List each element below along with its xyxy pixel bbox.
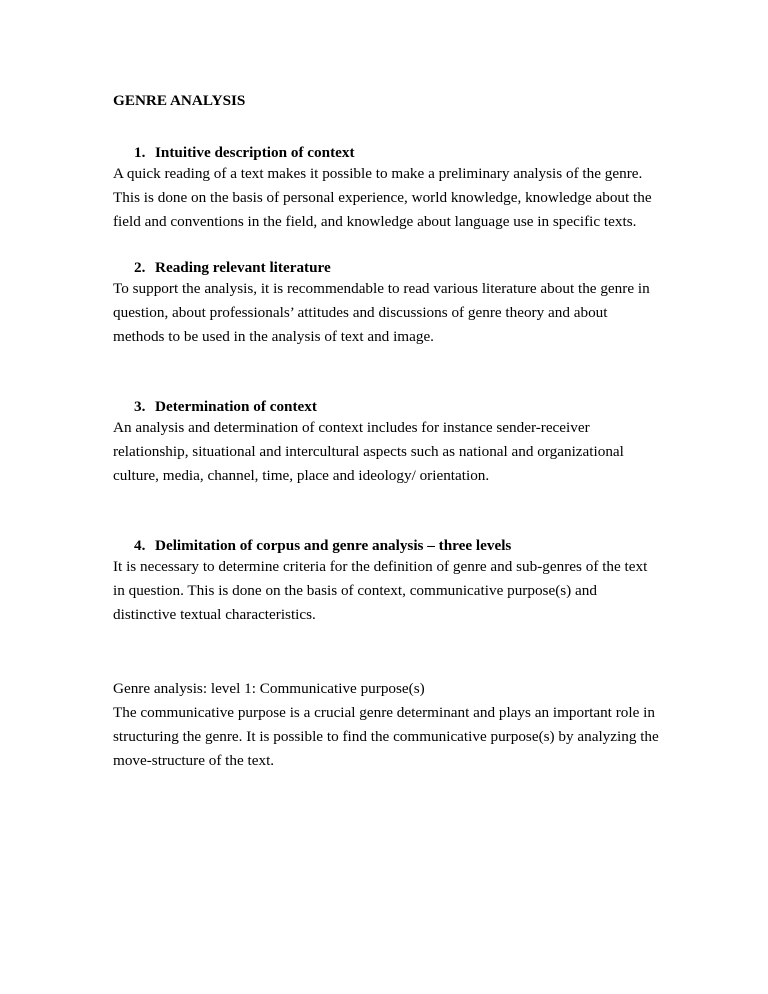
section-paragraph [113,677,673,773]
section-paragraph [113,162,673,234]
document-title: GENRE ANALYSIS [113,92,246,109]
paragraph-line: move-structure of the text. [113,752,275,769]
section-paragraph [113,416,673,488]
section-heading [113,537,673,555]
section-determination-of-context [113,398,673,488]
section-heading [113,398,673,416]
section-reading-literature [113,259,673,349]
paragraph-line: A quick reading of a text makes it possible to make a preliminary analysis of the genre. [113,165,643,182]
section-number: 3. [134,398,146,415]
section-heading-text: Determination of context [155,398,317,415]
paragraph-line: relationship, situational and intercultural aspects such as national and organizational [113,443,624,460]
section-genre-analysis-level-1 [113,677,673,773]
paragraph-line: field and conventions in the field, and knowledge about language use in specific texts. [113,213,637,230]
paragraph-line: in question. This is done on the basis of context, communicative purpose(s) and [113,582,597,599]
paragraph-line: An analysis and determination of context includes for instance sender-receiver [113,419,590,436]
paragraph-line: This is done on the basis of personal experience, world knowledge, knowledge about the [113,189,652,206]
section-heading-text: Intuitive description of context [155,144,355,161]
level1-heading: Genre analysis: level 1: Communicative purpose(s) [113,680,425,697]
section-heading-text: Delimitation of corpus and genre analysis – three levels [155,537,512,554]
paragraph-line: structuring the genre. It is possible to find the communicative purpose(s) by analyzing the [113,728,659,745]
section-heading [113,259,673,277]
paragraph-line: culture, media, channel, time, place and ideology/ orientation. [113,467,490,484]
section-paragraph [113,277,673,349]
paragraph-line: question, about professionals’ attitudes and discussions of genre theory and about [113,304,608,321]
section-intuitive-description [113,144,673,234]
paragraph-line: The communicative purpose is a crucial genre determinant and plays an important role in [113,704,655,721]
paragraph-line: It is necessary to determine criteria for the definition of genre and sub-genres of the text [113,558,648,575]
section-heading-text: Reading relevant literature [155,259,331,276]
section-number: 4. [134,537,146,554]
section-number: 1. [134,144,146,161]
paragraph-line: distinctive textual characteristics. [113,606,316,623]
section-number: 2. [134,259,146,276]
paragraph-line: To support the analysis, it is recommendable to read various literature about the genre in [113,280,650,297]
section-paragraph [113,555,673,627]
paragraph-line: methods to be used in the analysis of text and image. [113,328,434,345]
section-delimitation-of-corpus [113,537,673,627]
section-heading [113,144,673,162]
